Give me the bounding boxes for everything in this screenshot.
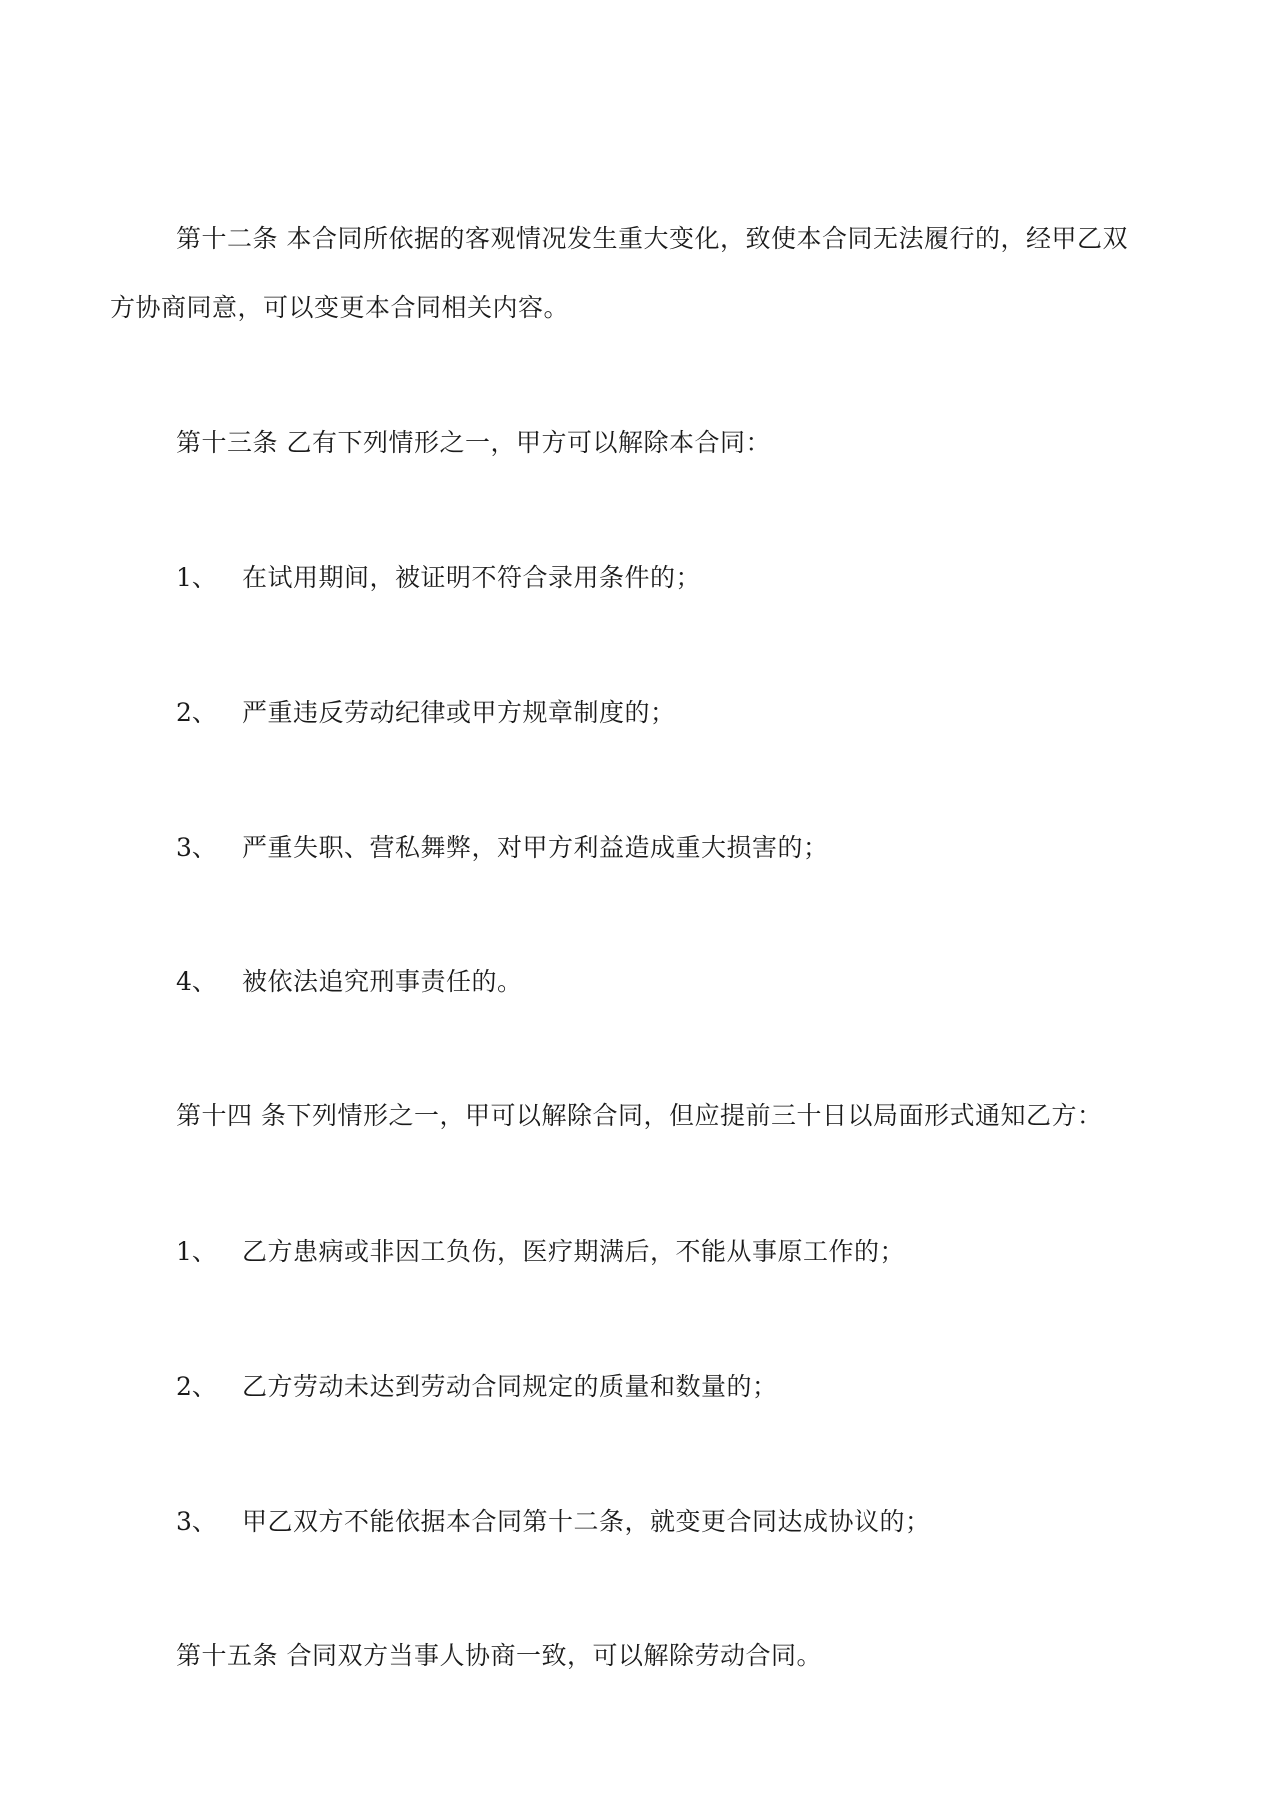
article-13-item-1-text: 在试用期间，被证明不符合录用条件的； — [242, 563, 702, 592]
article-13-item-2-number: 2、 — [176, 698, 217, 727]
article-14-item-2-text: 乙方劳动未达到劳动合同规定的质量和数量的； — [242, 1372, 778, 1401]
article-13-item-2-text: 严重违反劳动纪律或甲方规章制度的； — [242, 698, 676, 727]
article-12-line-1: 第十二条 本合同所依据的客观情况发生重大变化，致使本合同无法履行的，经甲乙双 — [176, 224, 1128, 253]
article-14-heading: 第十四 条下列情形之一，甲可以解除合同，但应提前三十日以局面形式通知乙方： — [176, 1101, 1103, 1130]
article-13-item-1-number: 1、 — [176, 563, 217, 592]
article-13-heading: 第十三条 乙有下列情形之一，甲方可以解除本合同： — [176, 428, 771, 457]
article-14-item-2-number: 2、 — [176, 1372, 217, 1401]
article-14-item-3-text: 甲乙双方不能依据本合同第十二条，就变更合同达成协议的； — [242, 1507, 931, 1536]
article-13-item-4-number: 4、 — [176, 967, 217, 996]
article-14-item-1-text: 乙方患病或非因工负伤，医疗期满后，不能从事原工作的； — [242, 1237, 906, 1266]
article-13-item-3-number: 3、 — [176, 833, 217, 862]
article-15-heading: 第十五条 合同双方当事人协商一致，可以解除劳动合同。 — [176, 1641, 822, 1670]
article-14-item-3-number: 3、 — [176, 1507, 217, 1536]
article-14-item-1-number: 1、 — [176, 1237, 217, 1266]
article-13-item-4-text: 被依法追究刑事责任的。 — [242, 967, 523, 996]
article-13-item-3-text: 严重失职、营私舞弊，对甲方利益造成重大损害的； — [242, 833, 829, 862]
article-12-line-2: 方协商同意，可以变更本合同相关内容。 — [110, 293, 570, 322]
